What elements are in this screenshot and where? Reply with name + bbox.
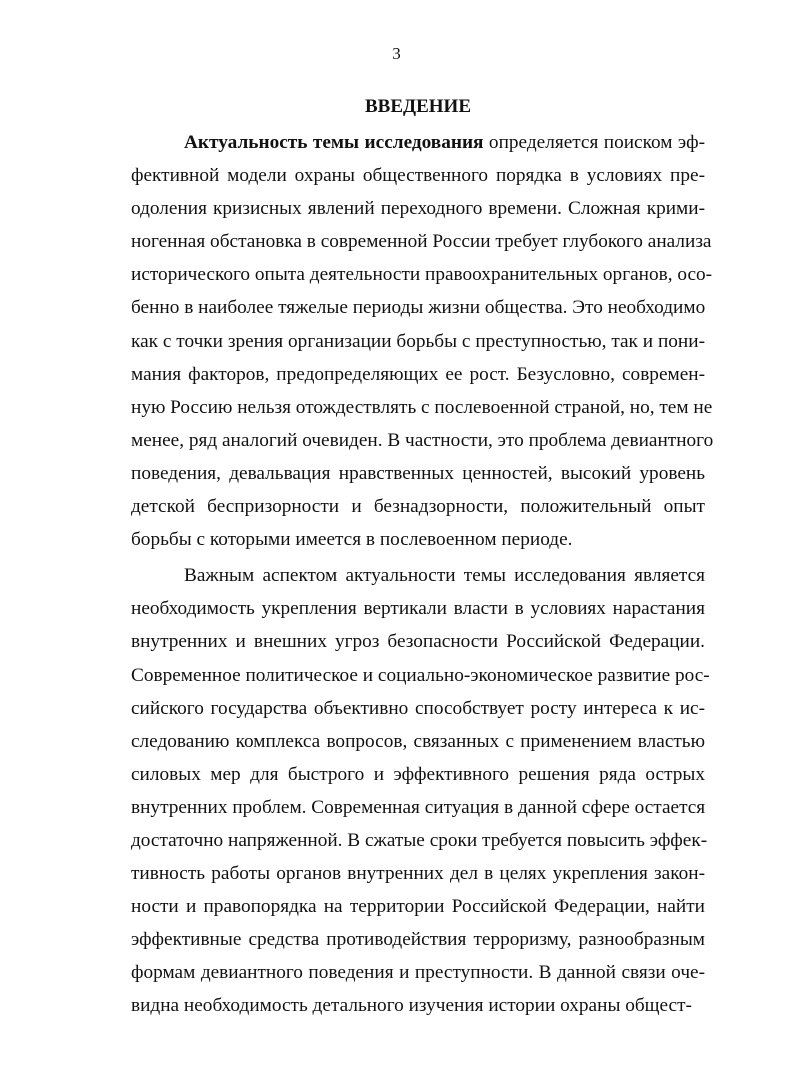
text-line: поведения, девальвация нравственных ценностей, высокий уровень xyxy=(131,462,705,484)
page-number: 3 xyxy=(392,44,401,63)
paragraph-1 xyxy=(131,159,714,556)
text-line: силовых мер для быстрого и эффективного решения ряда острых xyxy=(131,763,705,785)
text-line xyxy=(131,126,705,159)
text-line: эффективные средства противодействия терроризму, разнообразным xyxy=(131,929,705,951)
text-line: как с точки зрения организации борьбы с преступностью, так и пони- xyxy=(131,330,705,352)
text-line: мания факторов, предопределяющих ее рост. Безусловно, современ- xyxy=(131,363,705,385)
text-line: Современное политическое и социально-экономическое развитие рос- xyxy=(131,664,710,686)
text-span: определяется поиском эф- xyxy=(483,132,705,153)
text-line: фективной модели охраны общественного порядка в условиях пре- xyxy=(131,165,705,187)
text-line: детской беспризорности и безнадзорности, положительный опыт xyxy=(131,496,705,518)
text-line: ную Россию нельзя отождествлять с послевоенной страной, но, тем не xyxy=(131,396,713,418)
text-line: ногенная обстановка в современной России требует глубокого анализа xyxy=(131,231,712,253)
text-line: сийского государства объективно способствует росту интереса к ис- xyxy=(131,697,705,719)
text-line: формам девиантного поведения и преступности. В данной связи оче- xyxy=(131,962,705,984)
text-line: достаточно напряженной. В сжатые сроки требуется повысить эффек- xyxy=(131,829,708,851)
text-line: менее, ряд аналогий очевиден. В частности, это проблема девиантного xyxy=(131,429,714,451)
document-body xyxy=(131,126,714,1023)
text-line: одоления кризисных явлений переходного времени. Сложная крими- xyxy=(131,198,705,220)
text-line: ности и правопорядка на территории Российской Федерации, найти xyxy=(131,896,705,918)
bold-lead: Актуальность темы исследования xyxy=(184,132,484,153)
text-line: тивность работы органов внутренних дел в целях укрепления закон- xyxy=(131,863,705,885)
text-line: борьбы с которыми имеется в послевоенном периоде. xyxy=(131,529,573,551)
text-line: Важным аспектом актуальности темы исследования является xyxy=(184,565,705,587)
section-heading: ВВЕДЕНИЕ xyxy=(365,96,471,117)
text-line: бенно в наиболее тяжелые периоды жизни общества. Это необходимо xyxy=(131,297,706,319)
text-line: необходимость укрепления вертикали власти в условиях нарастания xyxy=(131,598,705,620)
text-line: следованию комплекса вопросов, связанных с применением властью xyxy=(131,730,705,752)
text-line: внутренних проблем. Современная ситуация в данной сфере остается xyxy=(131,796,706,818)
paragraph-2 xyxy=(131,559,710,1022)
text-line: видна необходимость детального изучения истории охраны общест- xyxy=(131,995,692,1017)
text-line: внутренних и внешних угроз безопасности Российской Федерации. xyxy=(131,631,705,653)
text-line: исторического опыта деятельности правоохранительных органов, осо- xyxy=(131,264,713,286)
